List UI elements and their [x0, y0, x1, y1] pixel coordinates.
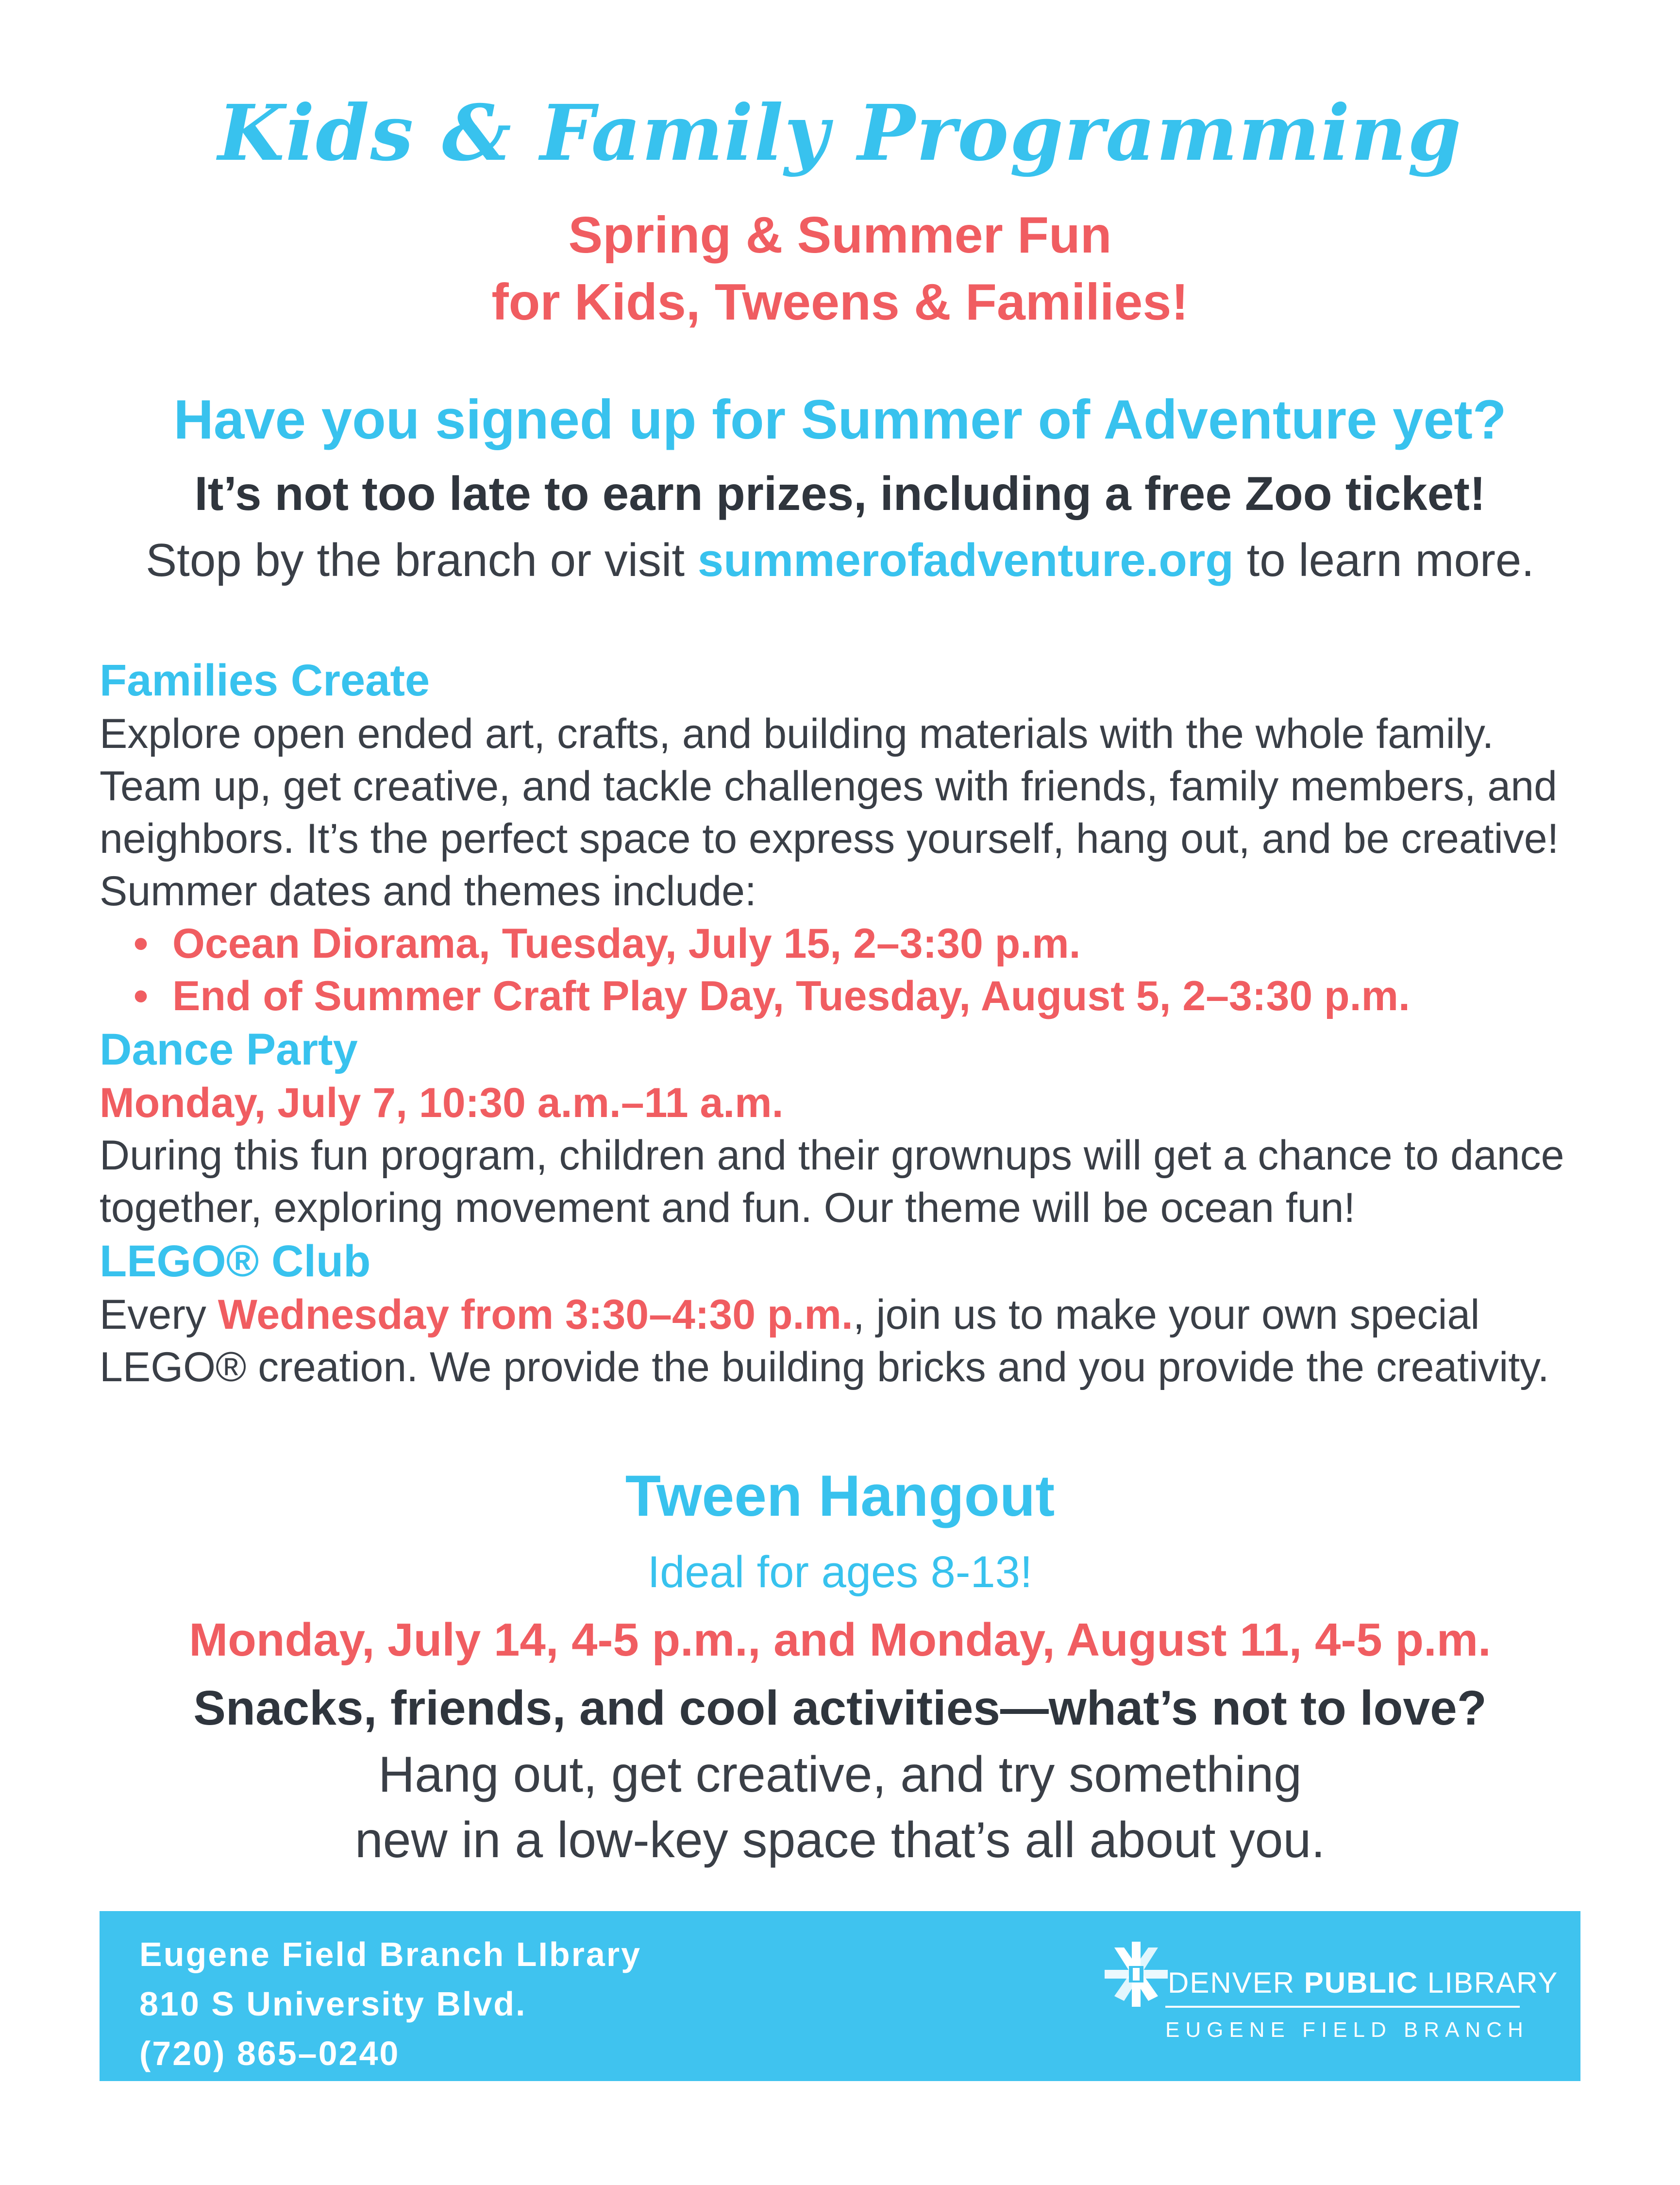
families-create-body: Explore open ended art, crafts, and building materials with the whole family. Team up, get creative, and tackle challenges with friends, family members, and neighbors. It’s the perfect space to express yourself, hang out, and be creative! Summer dates and themes include: — [100, 711, 1559, 915]
soa-text-before: Stop by the branch or visit — [146, 534, 698, 586]
summer-of-adventure-section — [0, 384, 1680, 593]
list-item: • Ocean Diorama, Tuesday, July 15, 2–3:30 p.m. — [172, 917, 1605, 970]
logo-denver: DENVER — [1168, 1966, 1304, 1999]
list-item: • End of Summer Craft Play Day, Tuesday, August 5, 2–3:30 p.m. — [172, 970, 1605, 1022]
tween-hangout-section — [0, 1459, 1680, 1873]
tween-hangout-heading: Tween Hangout — [625, 1463, 1055, 1528]
tween-hangout-dates: Monday, July 14, 4-5 p.m., and Monday, August 11, 4-5 p.m. — [189, 1614, 1491, 1666]
tween-hangout-tagline: Snacks, friends, and cool activities—what’s not to love? — [193, 1681, 1487, 1735]
page-title: Kids & Family Programming — [218, 88, 1462, 178]
families-create-heading: Families Create — [100, 656, 430, 705]
soa-link[interactable]: summerofadventure.org — [697, 534, 1234, 586]
programs-content — [100, 653, 1605, 1393]
lego-text-after: , join us to make your own special LEGO® creation. We provide the building bricks and you provide the creativity. — [100, 1291, 1549, 1390]
logo-library: LIBRARY — [1418, 1966, 1559, 1999]
lego-text-before: Every — [100, 1291, 218, 1338]
soa-text-after: to learn more. — [1233, 534, 1534, 586]
dance-party-date: Monday, July 7, 10:30 a.m.–11 a.m. — [100, 1080, 784, 1126]
lego-schedule: Wednesday from 3:30–4:30 p.m. — [218, 1291, 853, 1338]
tween-hangout-ages: Ideal for ages 8-13! — [647, 1547, 1033, 1597]
subtitle-line-1: Spring & Summer Fun — [568, 206, 1112, 264]
subtitle-line-2: for Kids, Tweens & Families! — [491, 273, 1189, 331]
tween-hangout-body: Hang out, get creative, and try something new in a low-key space that’s all about you. — [354, 1746, 1326, 1868]
footer-banner — [100, 1911, 1580, 2081]
page-subtitle — [0, 202, 1680, 336]
branch-contact — [139, 1930, 641, 2078]
branch-name: Eugene Field Branch LIbrary — [139, 1935, 641, 1973]
soa-question: Have you signed up for Summer of Adventure yet? — [173, 389, 1507, 451]
families-create-dates-list — [100, 917, 1605, 1022]
soa-visit-line — [0, 527, 1680, 593]
lego-club-heading: LEGO® Club — [100, 1236, 371, 1286]
logo-public: PUBLIC — [1304, 1966, 1419, 1999]
dance-party-body: During this fun program, children and their grownups will get a chance to dance together, exploring movement and fun. Our theme will be ocean fun! — [100, 1132, 1564, 1231]
logo-divider — [1165, 2006, 1520, 2008]
logo-branch-name: EUGENE FIELD BRANCH — [1165, 2018, 1529, 2042]
denver-public-library-logo — [1105, 1938, 1559, 2064]
library-star-icon — [1105, 1938, 1168, 2011]
dance-party-heading: Dance Party — [100, 1025, 358, 1074]
logo-library-name — [1168, 1966, 1558, 1999]
branch-phone: (720) 865–0240 — [139, 2034, 400, 2072]
soa-prize-line: It’s not too late to earn prizes, including a free Zoo ticket! — [194, 467, 1486, 520]
branch-address: 810 S University Blvd. — [139, 1985, 527, 2023]
lego-club-body — [100, 1288, 1605, 1393]
